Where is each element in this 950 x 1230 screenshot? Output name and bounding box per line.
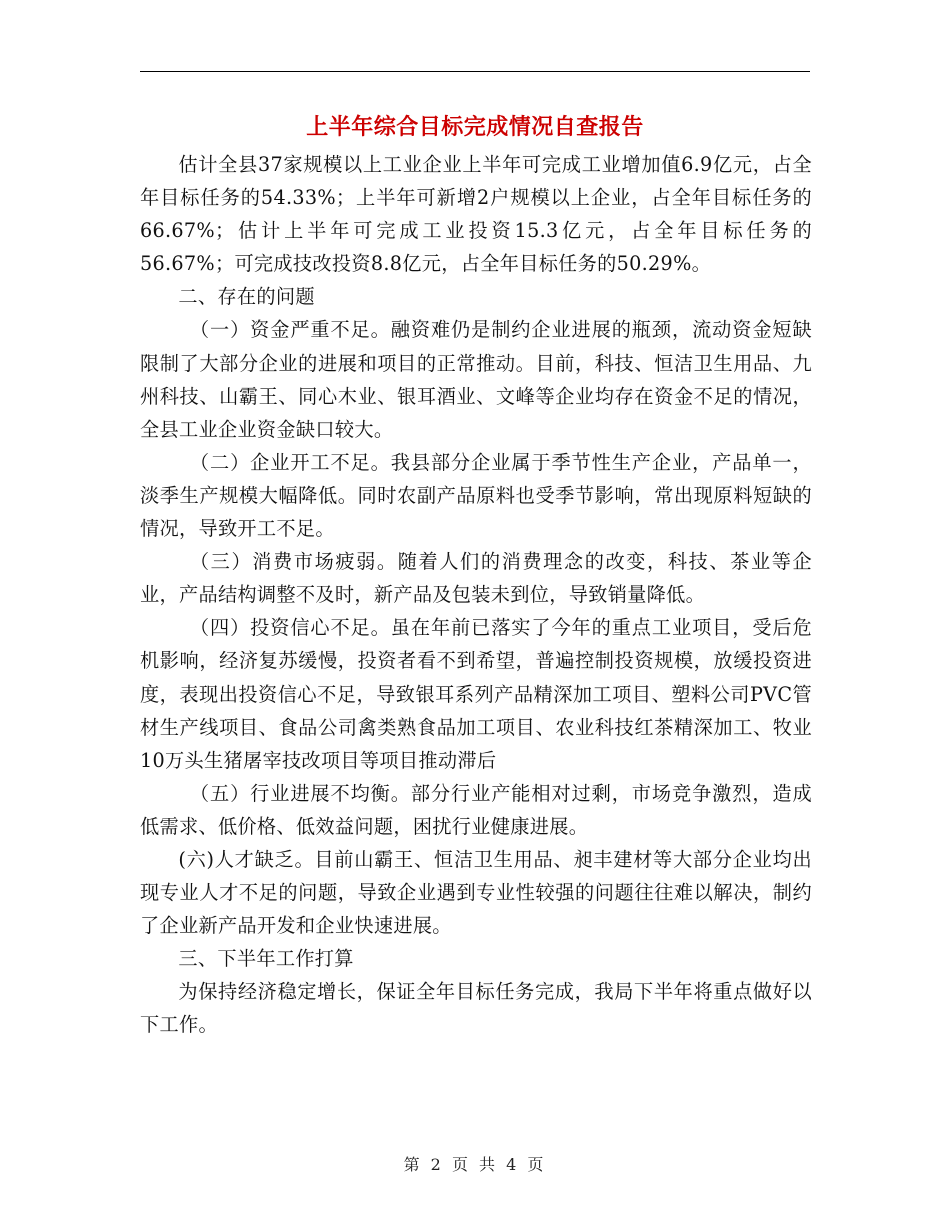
paragraph-plan-intro: 为保持经济稳定增长，保证全年目标任务完成，我局下半年将重点做好以下工作。 [140, 980, 812, 1037]
paragraph-problem-3: （三）消费市场疲弱。随着人们的消费理念的改变，科技、茶业等企业，产品结构调整不及时，新产品及包装未到位，导致销量降低。 [140, 550, 812, 607]
paragraph-problem-5: （五）行业进展不均衡。部分行业产能相对过剩，市场竞争激烈，造成低需求、低价格、低效益问题，困扰行业健康进展。 [140, 781, 812, 838]
paragraph-problem-4: （四）投资信心不足。虽在年前已落实了今年的重点工业项目，受后危机影响，经济复苏缓慢，投资者看不到希望，普遍控制投资规模，放缓投资进度，表现出投资信心不足，导致银耳系列产品精深加工项目、塑料公司PVC管材生产线项目、食品公司禽类熟食品加工项目、农业科技红茶精深加工、牧业10万头生猪屠宰技改项目等项目推动滞后 [140, 616, 812, 772]
document-body [140, 148, 812, 1042]
paragraph-problem-2: （二）企业开工不足。我县部分企业属于季节性生产企业，产品单一，淡季生产规模大幅降低。同时农副产品原料也受季节影响，常出现原料短缺的情况，导致开工不足。 [140, 450, 812, 541]
section-heading-plan: 三、下半年工作打算 [178, 947, 354, 971]
header-rule [140, 71, 810, 72]
paragraph-problem-1: （一）资金严重不足。融资难仍是制约企业进展的瓶颈，流动资金短缺限制了大部分企业的进展和项目的正常推动。目前，科技、恒洁卫生用品、九州科技、山霸王、同心木业、银耳酒业、文峰等企业均存在资金不足的情况，全县工业企业资金缺口较大。 [140, 318, 812, 441]
page-number-footer: 第 2 页 共 4 页 [403, 1155, 547, 1174]
paragraph-problem-6: (六)人才缺乏。目前山霸王、恒洁卫生用品、昶丰建材等大部分企业均出现专业人才不足的问题，导致企业遇到专业性较强的问题往往难以解决，制约了企业新产品开发和企业快速进展。 [140, 847, 812, 938]
document-title: 上半年综合目标完成情况自查报告 [306, 114, 644, 140]
section-heading-problems: 二、存在的问题 [178, 285, 315, 309]
paragraph-summary: 估计全县37家规模以上工业企业上半年可完成工业增加值6.9亿元，占全年目标任务的54.33%；上半年可新增2户规模以上企业，占全年目标任务的66.67%；估计上半年可完成工业投资15.3亿元，占全年目标任务的56.67%；可完成技改投资8.8亿元，占全年目标任务的50.29%。 [140, 153, 812, 276]
